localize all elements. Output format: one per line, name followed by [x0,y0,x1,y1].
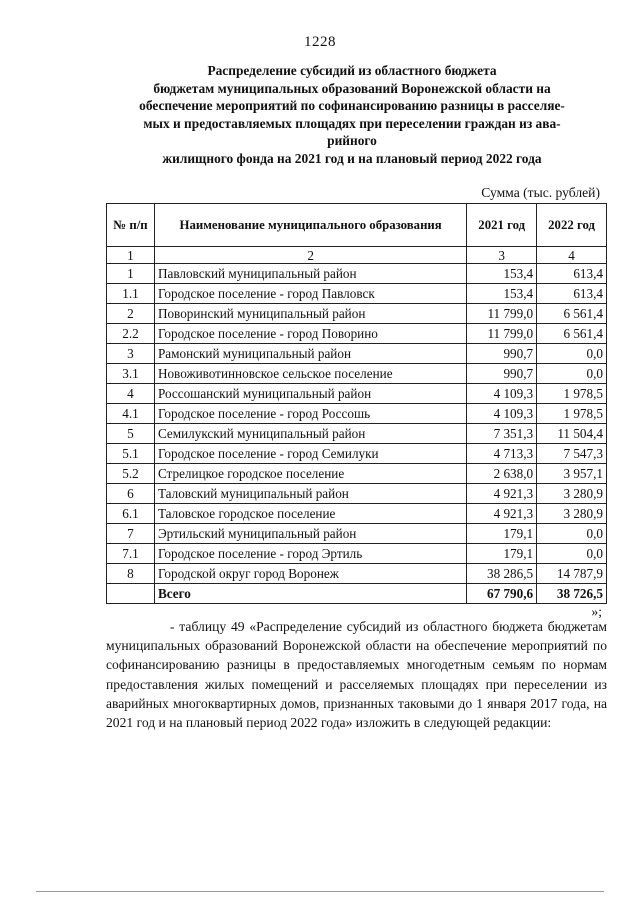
header-name: Наименование муниципального образования [154,204,466,247]
footer-divider [36,891,604,892]
row-2021-cell: 153,4 [467,284,537,304]
row-2022-cell: 1 978,5 [537,384,607,404]
title-line: Распределение субсидий из областного бюджета [207,63,497,78]
row-2021-cell: 7 351,3 [467,424,537,444]
table-row [107,464,607,484]
subsidy-table [106,203,607,604]
row-2022-cell: 6 561,4 [537,324,607,344]
row-number-cell: 4.1 [107,404,155,424]
row-2021-cell: 38 286,5 [467,564,537,584]
row-2022-cell: 1 978,5 [537,404,607,424]
index-cell: 1 [107,247,155,264]
row-2022-cell: 11 504,4 [537,424,607,444]
title-line: жилищного фонда на 2021 год и на плановый период 2022 года [162,150,542,166]
row-number-cell: 5.1 [107,444,155,464]
index-cell: 4 [537,247,607,264]
row-number-cell: 5 [107,424,155,444]
paragraph-text: - таблицу 49 «Распределение субсидий из областного бюджета бюджетам муниципальных образований Воронежской области на обеспечение мероприятий по софинансированию разницы в предоставляемых многодетным семьям по нормам предоставления жилых помещений и расселяемых площадях при переселении из аварийных многоквартирных домов, признанных таковыми до 1 января 2017 года, на 2021 год и на плановый период 2022 года» изложить в следующей редакции: [106,619,607,731]
total-num-cell [107,584,155,604]
row-name-cell: Таловский муниципальный район [154,484,466,504]
row-2021-cell: 4 109,3 [467,384,537,404]
table-row [107,484,607,504]
table-row [107,384,607,404]
row-2022-cell: 0,0 [537,524,607,544]
row-number-cell: 8 [107,564,155,584]
row-number-cell: 1.1 [107,284,155,304]
total-2021: 67 790,6 [467,584,537,604]
table-header-row [107,204,607,247]
row-number-cell: 7.1 [107,544,155,564]
row-2022-cell: 14 787,9 [537,564,607,584]
row-2022-cell: 3 280,9 [537,504,607,524]
row-2022-cell: 613,4 [537,264,607,284]
row-number-cell: 2 [107,304,155,324]
row-2022-cell: 6 561,4 [537,304,607,324]
row-2022-cell: 0,0 [537,364,607,384]
row-2021-cell: 990,7 [467,344,537,364]
total-label: Всего [154,584,466,604]
row-2021-cell: 4 921,3 [467,484,537,504]
row-name-cell: Таловское городское поселение [154,504,466,524]
row-name-cell: Городское поселение - город Семилуки [154,444,466,464]
row-2022-cell: 3 957,1 [537,464,607,484]
index-cell: 3 [467,247,537,264]
row-name-cell: Городское поселение - город Россошь [154,404,466,424]
column-index-row [107,247,607,264]
row-name-cell: Рамонский муниципальный район [154,344,466,364]
row-2021-cell: 4 109,3 [467,404,537,424]
header-2021: 2021 год [467,204,537,247]
title-line: обеспечение мероприятий по софинансированию разницы в расселяе- [139,98,565,113]
total-2022: 38 726,5 [537,584,607,604]
row-2022-cell: 3 280,9 [537,484,607,504]
title-line: бюджетам муниципальных образований Воронежской области на [153,80,551,96]
row-number-cell: 3.1 [107,364,155,384]
quote-end: »; [591,604,602,619]
table-row [107,524,607,544]
row-number-cell: 5.2 [107,464,155,484]
page-number: 1228 [304,34,336,50]
units-label: Сумма (тыс. рублей) [481,185,600,200]
row-2021-cell: 179,1 [467,524,537,544]
row-2021-cell: 179,1 [467,544,537,564]
row-number-cell: 4 [107,384,155,404]
row-2021-cell: 990,7 [467,364,537,384]
header-num: № п/п [107,204,155,247]
row-name-cell: Павловский муниципальный район [154,264,466,284]
row-number-cell: 7 [107,524,155,544]
header-2022: 2022 год [537,204,607,247]
table-row [107,544,607,564]
body-paragraph [106,617,607,732]
row-number-cell: 6 [107,484,155,504]
document-title [92,62,612,167]
table-row [107,404,607,424]
row-name-cell: Стрелицкое городское поселение [154,464,466,484]
row-2022-cell: 613,4 [537,284,607,304]
table-row [107,324,607,344]
row-name-cell: Семилукский муниципальный район [154,424,466,444]
row-number-cell: 3 [107,344,155,364]
row-2021-cell: 11 799,0 [467,324,537,344]
row-number-cell: 2.2 [107,324,155,344]
title-line: рийного [327,133,377,148]
table-row [107,504,607,524]
table-row [107,264,607,284]
row-2021-cell: 2 638,0 [467,464,537,484]
row-name-cell: Новоживотинновское сельское поселение [154,364,466,384]
row-2022-cell: 7 547,3 [537,444,607,464]
total-row [107,584,607,604]
row-2021-cell: 4 713,3 [467,444,537,464]
index-cell: 2 [154,247,466,264]
row-name-cell: Эртильский муниципальный район [154,524,466,544]
row-2021-cell: 4 921,3 [467,504,537,524]
row-2022-cell: 0,0 [537,344,607,364]
row-number-cell: 1 [107,264,155,284]
row-name-cell: Городское поселение - город Поворино [154,324,466,344]
row-name-cell: Россошанский муниципальный район [154,384,466,404]
table-row [107,564,607,584]
table-row [107,424,607,444]
row-number-cell: 6.1 [107,504,155,524]
row-name-cell: Поворинский муниципальный район [154,304,466,324]
row-name-cell: Городское поселение - город Эртиль [154,544,466,564]
row-2021-cell: 11 799,0 [467,304,537,324]
row-name-cell: Городское поселение - город Павловск [154,284,466,304]
table-row [107,444,607,464]
row-2022-cell: 0,0 [537,544,607,564]
row-2021-cell: 153,4 [467,264,537,284]
table-row [107,304,607,324]
table-row [107,344,607,364]
table-body [107,264,607,584]
table-row [107,284,607,304]
title-line: мых и предоставляемых площадях при переселении граждан из ава- [143,115,561,131]
table-row [107,364,607,384]
row-name-cell: Городской округ город Воронеж [154,564,466,584]
